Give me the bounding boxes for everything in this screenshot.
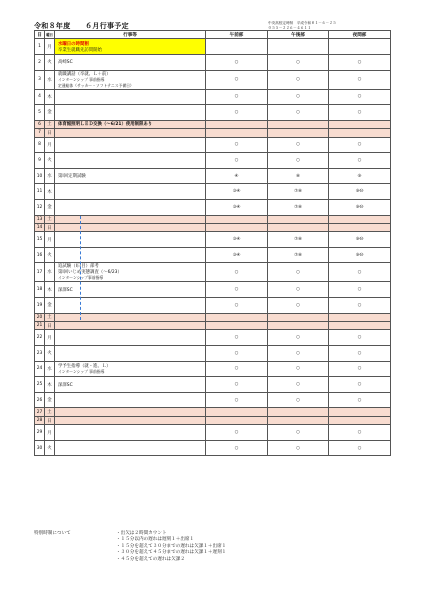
- table-row: [35, 54, 391, 70]
- header-info-line2: ０５５－２２６－４６１１: [268, 25, 312, 30]
- date-cell: 23: [35, 346, 45, 362]
- event-text: 就職講話（卒就、Ｌ＋前）: [58, 71, 111, 77]
- event-cell: [55, 223, 206, 231]
- morning-cell: [206, 120, 268, 128]
- afternoon-cell: ○: [268, 105, 329, 121]
- weekday-cell: 土: [45, 313, 55, 321]
- event-cell: [55, 425, 206, 441]
- table-row: [35, 184, 391, 200]
- date-cell: 28: [35, 416, 45, 424]
- event-cell: [55, 153, 206, 169]
- morning-cell: ○: [206, 425, 268, 441]
- afternoon-cell: ○: [268, 330, 329, 346]
- header-afternoon: 午後部: [268, 31, 329, 39]
- table-row: [35, 105, 391, 121]
- date-cell: 25: [35, 377, 45, 393]
- table-row: [35, 408, 391, 416]
- table-row: [35, 120, 391, 128]
- date-cell: 2: [35, 54, 45, 70]
- morning-cell: ○: [206, 346, 268, 362]
- date-cell: 29: [35, 425, 45, 441]
- evening-cell: ⑨: [329, 168, 391, 184]
- footer-label: 特別時制について: [34, 531, 71, 536]
- date-cell: 26: [35, 392, 45, 408]
- morning-cell: ○: [206, 137, 268, 153]
- header-date: 日: [35, 31, 45, 39]
- header-weekday: 曜日: [45, 31, 55, 39]
- weekday-cell: 土: [45, 408, 55, 416]
- morning-cell: ④: [206, 168, 268, 184]
- event-cell: [55, 377, 206, 393]
- event-cell: [55, 282, 206, 298]
- table-row: [35, 137, 391, 153]
- table-row: [35, 392, 391, 408]
- morning-cell: ○: [206, 54, 268, 70]
- morning-cell: ○: [206, 377, 268, 393]
- table-row: [35, 298, 391, 314]
- weekday-cell: 水: [45, 263, 55, 282]
- date-cell: 20: [35, 313, 45, 321]
- afternoon-cell: ⑧: [268, 168, 329, 184]
- event-cell: [55, 215, 206, 223]
- event-cell: [55, 232, 206, 248]
- evening-cell: ○: [329, 89, 391, 105]
- afternoon-cell: ○: [268, 70, 329, 89]
- date-cell: 13: [35, 215, 45, 223]
- evening-cell: ⑨⑩: [329, 247, 391, 263]
- weekday-cell: 日: [45, 322, 55, 330]
- header-info-line1: 中央高校定時制 平成令和８１－６－２５: [268, 21, 337, 25]
- morning-cell: ○: [206, 298, 268, 314]
- event-cell: [55, 105, 206, 121]
- weekday-cell: 金: [45, 199, 55, 215]
- table-row: [35, 199, 391, 215]
- evening-cell: ○: [329, 425, 391, 441]
- morning-cell: ○: [206, 153, 268, 169]
- morning-cell: ○: [206, 282, 268, 298]
- weekday-cell: 月: [45, 425, 55, 441]
- weekday-cell: 水: [45, 361, 55, 377]
- evening-cell: [329, 313, 391, 321]
- date-cell: 7: [35, 129, 45, 137]
- table-row: [35, 313, 391, 321]
- evening-cell: ○: [329, 70, 391, 89]
- table-row: [35, 232, 391, 248]
- table-row: [35, 39, 391, 55]
- table-header-row: [35, 31, 391, 39]
- table-row: [35, 89, 391, 105]
- evening-cell: ○: [329, 361, 391, 377]
- evening-cell: ○: [329, 54, 391, 70]
- afternoon-cell: ○: [268, 263, 329, 282]
- event-cell: [55, 313, 206, 321]
- afternoon-cell: ○: [268, 392, 329, 408]
- evening-cell: ⑨⑩: [329, 199, 391, 215]
- morning-cell: ○: [206, 361, 268, 377]
- date-cell: 6: [35, 120, 45, 128]
- weekday-cell: 木: [45, 184, 55, 200]
- date-cell: 11: [35, 184, 45, 200]
- morning-cell: ③④: [206, 232, 268, 248]
- page-title: 令和８年度 ６月行事予定: [34, 22, 129, 30]
- morning-cell: ○: [206, 89, 268, 105]
- morning-cell: ○: [206, 105, 268, 121]
- event-text: インターンシップ事前指導: [58, 275, 104, 281]
- footer-line: ・１５分以内の遅れは遅刻１＋出席１: [116, 537, 195, 543]
- weekday-cell: 火: [45, 346, 55, 362]
- afternoon-cell: ○: [268, 377, 329, 393]
- footer-lines: [116, 531, 226, 563]
- afternoon-cell: ⑦⑧: [268, 232, 329, 248]
- header-evening: 夜間部: [329, 31, 391, 39]
- event-cell: [55, 247, 206, 263]
- event-cell: [55, 408, 206, 416]
- event-text: 深澤SC: [58, 382, 73, 388]
- date-cell: 15: [35, 232, 45, 248]
- schedule-table: [34, 30, 391, 456]
- table-row: [35, 282, 391, 298]
- afternoon-cell: ○: [268, 137, 329, 153]
- weekday-cell: 土: [45, 215, 55, 223]
- event-cell: [55, 39, 206, 55]
- date-cell: 27: [35, 408, 45, 416]
- weekday-cell: 土: [45, 120, 55, 128]
- event-cell: [55, 129, 206, 137]
- evening-cell: ○: [329, 377, 391, 393]
- event-cell: [55, 120, 206, 128]
- afternoon-cell: ○: [268, 440, 329, 456]
- afternoon-cell: [268, 322, 329, 330]
- date-cell: 1: [35, 39, 45, 55]
- date-cell: 8: [35, 137, 45, 153]
- event-text: 学予生指導（就・進、Ｌ）: [58, 363, 111, 369]
- afternoon-cell: [268, 120, 329, 128]
- weekday-cell: 月: [45, 330, 55, 346]
- date-cell: 5: [35, 105, 45, 121]
- event-cell: [55, 322, 206, 330]
- event-text: 水曜日の時間割: [58, 41, 89, 47]
- table-row: [35, 361, 391, 377]
- weekday-cell: 月: [45, 232, 55, 248]
- date-cell: 19: [35, 298, 45, 314]
- evening-cell: ○: [329, 298, 391, 314]
- table-row: [35, 377, 391, 393]
- evening-cell: [329, 416, 391, 424]
- weekday-cell: 金: [45, 105, 55, 121]
- morning-cell: ③④: [206, 247, 268, 263]
- event-cell: [55, 392, 206, 408]
- table-row: [35, 416, 391, 424]
- afternoon-cell: ⑦⑧: [268, 247, 329, 263]
- event-cell: [55, 70, 206, 89]
- dashed-period-line: [80, 216, 81, 320]
- weekday-cell: 木: [45, 89, 55, 105]
- afternoon-cell: ○: [268, 153, 329, 169]
- weekday-cell: 火: [45, 247, 55, 263]
- evening-cell: ○: [329, 282, 391, 298]
- event-text: 高崎SC: [58, 60, 73, 66]
- event-cell: [55, 184, 206, 200]
- date-cell: 21: [35, 322, 45, 330]
- evening-cell: ○: [329, 153, 391, 169]
- table-row: [35, 330, 391, 346]
- morning-cell: [206, 416, 268, 424]
- afternoon-cell: ⑦⑧: [268, 184, 329, 200]
- evening-cell: ○: [329, 137, 391, 153]
- evening-cell: ○: [329, 392, 391, 408]
- date-cell: 12: [35, 199, 45, 215]
- table-row: [35, 215, 391, 223]
- event-cell: [55, 361, 206, 377]
- evening-cell: ○: [329, 105, 391, 121]
- morning-cell: ③④: [206, 184, 268, 200]
- event-text: 第Ⅰ回いじめ実態調査（～6/23）: [58, 270, 122, 276]
- table-row: [35, 129, 391, 137]
- afternoon-cell: ○: [268, 425, 329, 441]
- event-cell: [55, 54, 206, 70]
- date-cell: 30: [35, 440, 45, 456]
- header-info: [268, 21, 336, 30]
- weekday-cell: 金: [45, 392, 55, 408]
- event-cell: [55, 89, 206, 105]
- footer-line: ・１５分を超えて３０分までの遅れは欠課１＋出席１: [116, 543, 227, 549]
- morning-cell: ○: [206, 440, 268, 456]
- weekday-cell: 火: [45, 54, 55, 70]
- table-row: [35, 440, 391, 456]
- weekday-cell: 水: [45, 70, 55, 89]
- footer-line: ・出欠は２時間カウント: [116, 531, 167, 536]
- table-row: [35, 346, 391, 362]
- morning-cell: ○: [206, 392, 268, 408]
- evening-cell: ⑨⑩: [329, 232, 391, 248]
- event-cell: [55, 298, 206, 314]
- date-cell: 14: [35, 223, 45, 231]
- evening-cell: [329, 120, 391, 128]
- evening-cell: [329, 322, 391, 330]
- event-cell: [55, 330, 206, 346]
- afternoon-cell: [268, 215, 329, 223]
- weekday-cell: 火: [45, 153, 55, 169]
- afternoon-cell: ○: [268, 89, 329, 105]
- event-cell: [55, 168, 206, 184]
- evening-cell: ⑨⑩: [329, 184, 391, 200]
- date-cell: 3: [35, 70, 45, 89]
- table-row: [35, 263, 391, 282]
- event-cell: [55, 137, 206, 153]
- morning-cell: [206, 129, 268, 137]
- table-row: [35, 223, 391, 231]
- afternoon-cell: [268, 416, 329, 424]
- weekday-cell: 月: [45, 137, 55, 153]
- weekday-cell: 月: [45, 39, 55, 55]
- afternoon-cell: [268, 408, 329, 416]
- morning-cell: ○: [206, 330, 268, 346]
- header-morning: 午前部: [206, 31, 268, 39]
- afternoon-cell: ○: [268, 361, 329, 377]
- table-row: [35, 322, 391, 330]
- afternoon-cell: ⑦⑧: [268, 199, 329, 215]
- event-text: 第Ⅰ回定期試験: [58, 174, 86, 180]
- morning-cell: [206, 408, 268, 416]
- morning-cell: [206, 215, 268, 223]
- event-text: 体育館照明ＬＥＤ交換（～6/21）使用制限あり: [58, 122, 153, 128]
- table-row: [35, 247, 391, 263]
- evening-cell: ○: [329, 263, 391, 282]
- evening-cell: [329, 223, 391, 231]
- date-cell: 18: [35, 282, 45, 298]
- weekday-cell: 日: [45, 223, 55, 231]
- event-text: 定通総体（サッカー・ソフトテニス予備日）: [58, 82, 134, 88]
- afternoon-cell: [268, 129, 329, 137]
- afternoon-cell: [268, 223, 329, 231]
- evening-cell: [329, 215, 391, 223]
- weekday-cell: 水: [45, 168, 55, 184]
- evening-cell: ○: [329, 346, 391, 362]
- afternoon-cell: ○: [268, 282, 329, 298]
- evening-cell: [329, 408, 391, 416]
- table-row: [35, 168, 391, 184]
- afternoon-cell: ○: [268, 54, 329, 70]
- event-cell: [55, 440, 206, 456]
- date-cell: 9: [35, 153, 45, 169]
- date-cell: 22: [35, 330, 45, 346]
- date-cell: 17: [35, 263, 45, 282]
- weekday-cell: 木: [45, 377, 55, 393]
- table-row: [35, 70, 391, 89]
- event-cell: [55, 346, 206, 362]
- evening-cell: [329, 129, 391, 137]
- afternoon-cell: [268, 313, 329, 321]
- event-text: 追試験（Ⅰ日目）部考: [58, 264, 99, 270]
- table-row: [35, 153, 391, 169]
- footer-line: ・３０分を超えて４５分までの遅れは欠課１＋遅刻１: [116, 550, 227, 556]
- morning-cell: ○: [206, 70, 268, 89]
- event-cell: [55, 263, 206, 282]
- event-text: インターンシップ 事前指導: [58, 76, 105, 82]
- date-cell: 4: [35, 89, 45, 105]
- footer-line: ・４５分を超えての遅れは欠課２: [116, 556, 185, 562]
- date-cell: 10: [35, 168, 45, 184]
- evening-cell: ○: [329, 440, 391, 456]
- weekday-cell: 火: [45, 440, 55, 456]
- event-cell: [55, 416, 206, 424]
- morning-cell: ○: [206, 263, 268, 282]
- afternoon-cell: ○: [268, 346, 329, 362]
- evening-cell: ○: [329, 330, 391, 346]
- weekday-cell: 日: [45, 416, 55, 424]
- table-row: [35, 425, 391, 441]
- morning-cell: [206, 39, 268, 55]
- morning-cell: [206, 322, 268, 330]
- afternoon-cell: [268, 39, 329, 55]
- event-text: 卒業生就職先訪問開始: [58, 47, 102, 53]
- evening-cell: [329, 39, 391, 55]
- morning-cell: [206, 313, 268, 321]
- morning-cell: [206, 223, 268, 231]
- date-cell: 24: [35, 361, 45, 377]
- header-event: 行事等: [55, 31, 206, 39]
- event-text: 深澤SC: [58, 287, 73, 293]
- morning-cell: ③④: [206, 199, 268, 215]
- afternoon-cell: ○: [268, 298, 329, 314]
- date-cell: 16: [35, 247, 45, 263]
- weekday-cell: 金: [45, 298, 55, 314]
- event-cell: [55, 199, 206, 215]
- weekday-cell: 日: [45, 129, 55, 137]
- weekday-cell: 木: [45, 282, 55, 298]
- event-text: インターンシップ 事前指導: [58, 368, 105, 374]
